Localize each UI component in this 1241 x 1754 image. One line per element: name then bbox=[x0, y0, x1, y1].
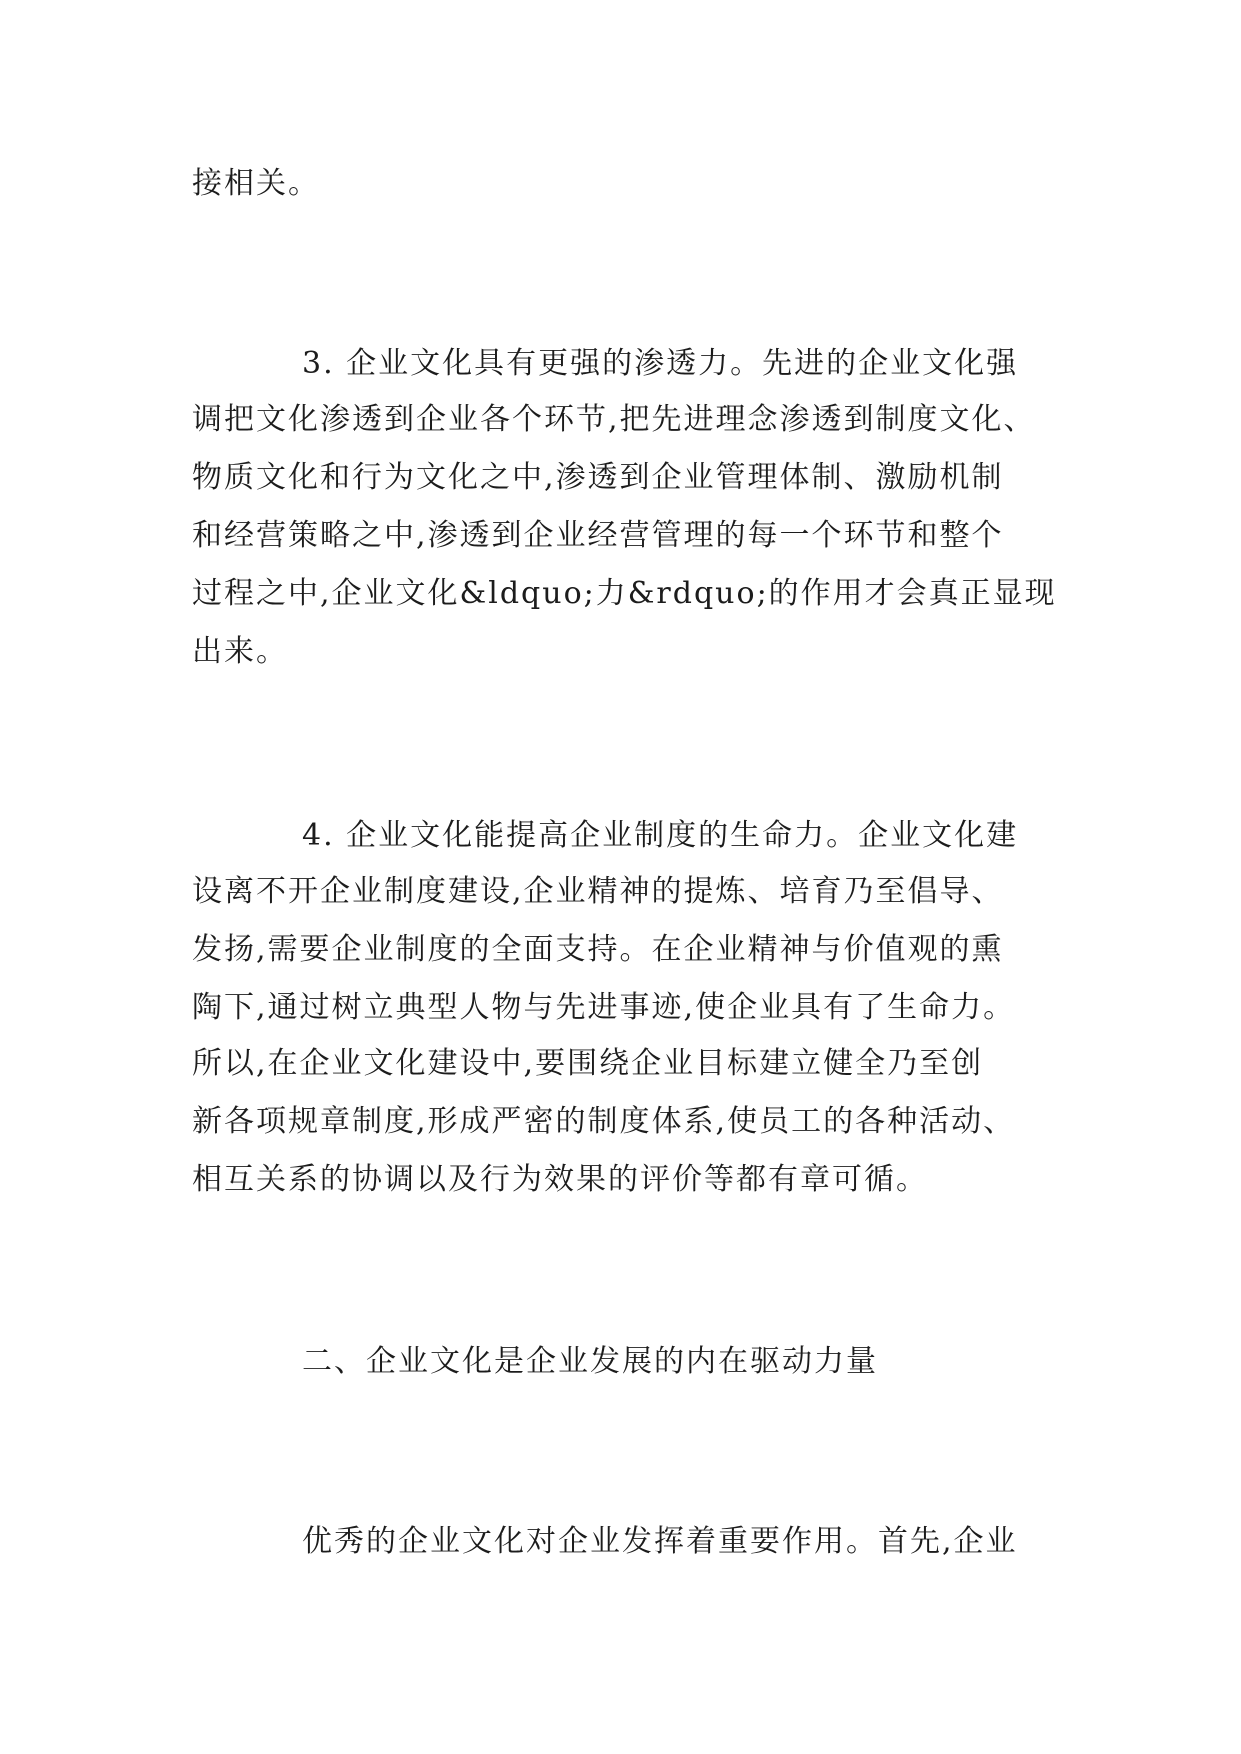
text-line: 4. 企业文化能提高企业制度的生命力。企业文化建 bbox=[302, 818, 1019, 853]
text-line: 设离不开企业制度建设,企业精神的提炼、培育乃至倡导、 bbox=[192, 874, 1004, 909]
text-line: 新各项规章制度,形成严密的制度体系,使员工的各种活动、 bbox=[192, 1104, 1016, 1139]
text-line: 过程之中,企业文化&ldquo;力&rdquo;的作用才会真正显现 bbox=[192, 576, 1057, 611]
text-line: 发扬,需要企业制度的全面支持。在企业精神与价值观的熏 bbox=[192, 932, 1004, 967]
text-line: 出来。 bbox=[192, 634, 288, 669]
section-heading: 二、企业文化是企业发展的内在驱动力量 bbox=[302, 1344, 878, 1379]
text-line: 陶下,通过树立典型人物与先进事迹,使企业具有了生命力。 bbox=[192, 990, 1016, 1025]
text-line: 3. 企业文化具有更强的渗透力。先进的企业文化强 bbox=[302, 346, 1019, 381]
text-line: 接相关。 bbox=[192, 166, 320, 201]
text-line: 相互关系的协调以及行为效果的评价等都有章可循。 bbox=[192, 1162, 928, 1197]
text-line: 调把文化渗透到企业各个环节,把先进理念渗透到制度文化、 bbox=[192, 402, 1036, 437]
text-line: 所以,在企业文化建设中,要围绕企业目标建立健全乃至创 bbox=[192, 1046, 984, 1081]
text-line: 优秀的企业文化对企业发挥着重要作用。首先,企业 bbox=[302, 1524, 1018, 1559]
text-line: 和经营策略之中,渗透到企业经营管理的每一个环节和整个 bbox=[192, 518, 1004, 553]
text-line: 物质文化和行为文化之中,渗透到企业管理体制、激励机制 bbox=[192, 460, 1004, 495]
